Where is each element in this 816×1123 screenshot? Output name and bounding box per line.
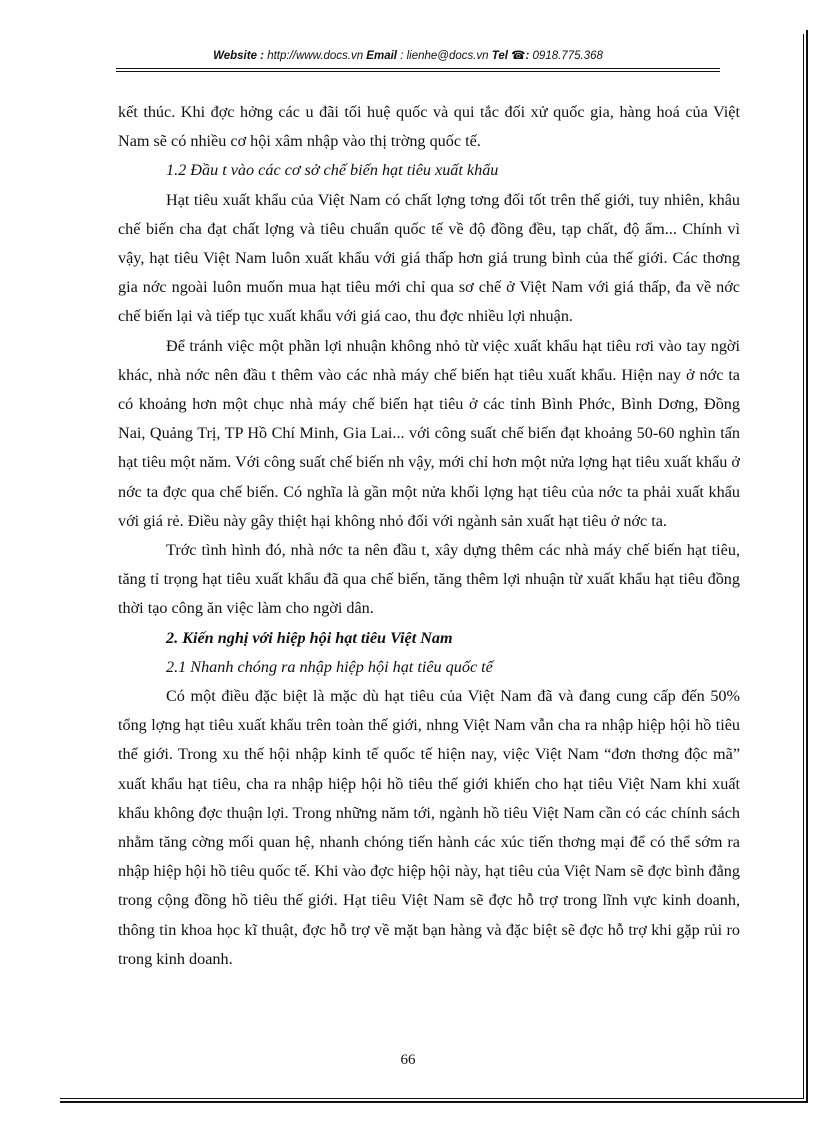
frame-border-bottom-inner	[60, 1098, 804, 1099]
document-body	[118, 98, 740, 974]
website-link[interactable]: http://www.docs.vn	[267, 50, 364, 62]
header-rule-thin	[116, 71, 720, 72]
frame-border-bottom	[60, 1101, 808, 1103]
paragraph-2: Để tránh việc một phần lợi nhuận không nhỏ từ việc xuất khẩu hạt tiêu rơi vào tay ngời khác, nhà nớc nên đầu t thêm vào các nhà máy chế biến hạt tiêu xuất khẩu. Hiện nay ở nớc ta có khoảng hơn một chục nhà máy chế biến hạt tiêu ở các tỉnh Bình Phớc, Bình Dơng, Đồng Nai, Quảng Trị, TP Hồ Chí Minh, Gia Lai... với công suất chế biến đạt khoảng 50-60 nghìn tấn hạt tiêu một năm. Với công suất chế biến nh vậy, mới chỉ hơn một nửa lợng hạt tiêu xuất khẩu ở nớc ta đợc qua chế biến. Có nghĩa là gần một nửa khối lợng hạt tiêu của nớc ta phải xuất khẩu với giá rẻ. Điều này gây thiệt hại không nhỏ đối với ngành sản xuất hạt tiêu ở nớc ta.	[118, 336, 740, 530]
header-rule	[116, 68, 720, 69]
tel-label: Tel ☎:	[491, 50, 530, 62]
heading-2: 2. Kiến nghị với hiệp hội hạt tiêu Việt Nam	[166, 628, 453, 647]
tel-value: 0918.775.368	[532, 50, 603, 62]
email-label: Email	[366, 50, 397, 62]
page-number: 66	[400, 1052, 416, 1068]
paragraph-intro: kết thúc. Khi đợc hởng các u đãi tối huệ quốc và qui tắc đối xử quốc gia, hàng hoá của Việt Nam sẽ có nhiều cơ hội xâm nhập vào thị trờng quốc tế.	[118, 103, 740, 151]
website-label: Website :	[213, 50, 265, 62]
heading-1-2: 1.2 Đầu t vào các cơ sở chế biến hạt tiêu xuất khẩu	[166, 161, 499, 180]
heading-2-1: 2.1 Nhanh chóng ra nhập hiệp hội hạt tiêu quốc tế	[166, 657, 493, 676]
paragraph-4: Có một điều đặc biệt là mặc dù hạt tiêu của Việt Nam đã và đang cung cấp đến 50% tổng lợng hạt tiêu xuất khẩu trên toàn thế giới, nhng Việt Nam vẫn cha ra nhập hiệp hội hồ tiêu thế giới. Trong xu thế hội nhập kinh tế quốc tế hiện nay, việc Việt Nam “đơn thơng độc mã” xuất khẩu hạt tiêu, cha ra nhập hiệp hội hồ tiêu thế giới khiến cho hạt tiêu Việt Nam khi xuất khẩu không đợc thuận lợi. Trong những năm tới, ngành hồ tiêu Việt Nam cần có các chính sách nhằm tăng cờng mối quan hệ, nhanh chóng tiến hành các xúc tiến thơng mại để có thể sớm ra nhập hiệp hội hồ tiêu quốc tế. Khi vào đợc hiệp hội này, hạt tiêu của Việt Nam sẽ đợc bình đẳng trong cộng đồng hồ tiêu thế giới. Hạt tiêu Việt Nam sẽ đợc hỗ trợ trong lĩnh vực kinh doanh, thông tin khoa học kĩ thuật, đợc hỗ trợ về mặt bạn hàng và đặc biệt sẽ đợc hỗ trợ khi gặp rủi ro trong kinh doanh.	[118, 687, 740, 968]
email-link[interactable]: : lienhe@docs.vn	[400, 50, 489, 62]
paragraph-3: Trớc tình hình đó, nhà nớc ta nên đầu t, xây dựng thêm các nhà máy chế biến hạt tiêu, tăng tỉ trọng hạt tiêu xuất khẩu đã qua chế biến, tăng thêm lợi nhuận từ xuất khẩu hạt tiêu đồng thời tạo công ăn việc làm cho ngời dân.	[118, 541, 740, 618]
frame-border-right	[806, 30, 808, 1103]
paragraph-1: Hạt tiêu xuất khẩu của Việt Nam có chất lợng tơng đối tốt trên thế giới, tuy nhiên, khâu chế biến cha đạt chất lợng và tiêu chuẩn quốc tế về độ đồng đều, tạp chất, độ ẩm... Chính vì vậy, hạt tiêu Việt Nam luôn xuất khẩu với giá thấp hơn giá trung bình của thế giới. Các thơng gia nớc ngoài luôn muốn mua hạt tiêu mới chỉ qua sơ chế ở Việt Nam với giá thấp, đa về nớc chế biến lại và tiếp tục xuất khẩu với giá cao, thu đợc nhiều lợi nhuận.	[118, 190, 740, 326]
page-header	[0, 48, 816, 62]
frame-border-right-inner	[803, 34, 804, 1099]
